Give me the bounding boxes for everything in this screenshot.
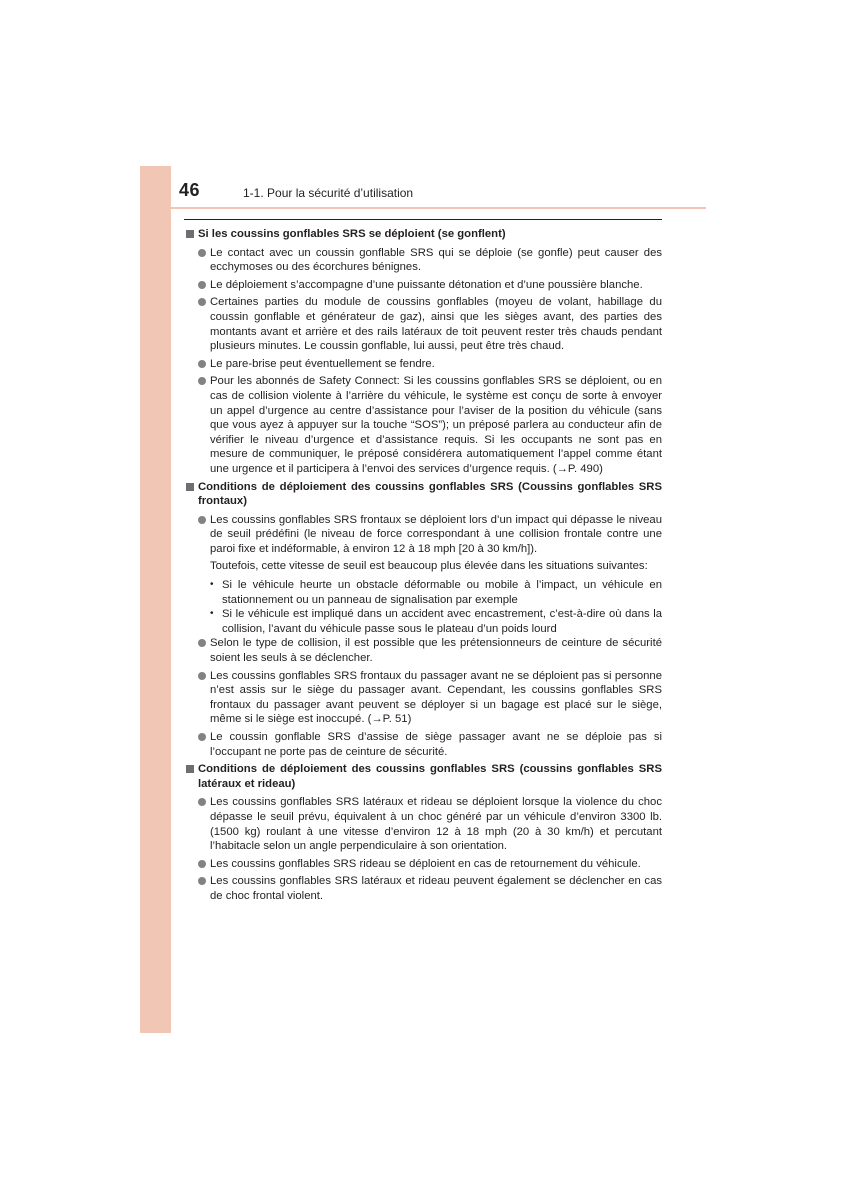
list-item: Le coussin gonflable SRS d’assise de siège passager avant ne se déploie pas si l’occupant ne porte pas de ceinture de sécurité.: [184, 730, 662, 759]
list-item: Certaines parties du module de coussins gonflables (moyeu de volant, habillage du coussin gonflable et générateur de gaz), ainsi que les sièges avant, des parties des montants avant et arrière et des rails latéraux de toit peuvent rester très chauds pendant plusieurs minutes. Le coussin gonflable, lui aussi, peut être très chaud.: [184, 295, 662, 353]
page-content: [184, 227, 662, 907]
round-bullet-icon: [198, 639, 206, 647]
list-item: Les coussins gonflables SRS frontaux du passager avant ne se déploient pas si personne n’est assis sur le siège du passager avant. Cependant, les coussins gonflables SRS frontaux du passager avant peuvent se déployer si un bagage est placé sur le siège, même si le siège est inoccupé. (→P. 51): [184, 669, 662, 727]
round-bullet-icon: [198, 860, 206, 868]
list-item: Le pare-brise peut éventuellement se fendre.: [184, 357, 662, 372]
list-item: Le déploiement s’accompagne d’une puissante détonation et d’une poussière blanche.: [184, 278, 662, 293]
round-bullet-icon: [198, 298, 206, 306]
small-dot-icon: •: [210, 608, 214, 620]
list-item: Les coussins gonflables SRS rideau se déploient en cas de retournement du véhicule.: [184, 857, 662, 872]
list-item: Le contact avec un coussin gonflable SRS qui se déploie (se gonfle) peut causer des ecchymoses ou des écorchures bénignes.: [184, 246, 662, 275]
round-bullet-icon: [198, 733, 206, 741]
sub-list-item: • Si le véhicule heurte un obstacle déformable ou mobile à l’impact, un véhicule en stationnement ou un panneau de signalisation par exemple: [210, 579, 662, 606]
small-dot-icon: •: [210, 579, 214, 591]
round-bullet-icon: [198, 360, 206, 368]
square-bullet-icon: [186, 765, 194, 773]
list-item: Les coussins gonflables SRS latéraux et rideau peuvent également se déclencher en cas de choc frontal violent.: [184, 874, 662, 903]
square-bullet-icon: [186, 230, 194, 238]
page-number: 46: [179, 180, 201, 200]
sub-list-item: • Si le véhicule est impliqué dans un accident avec encastrement, c’est-à-dire où dans la collision, l’avant du véhicule passe sous le plateau d’un poids lourd: [210, 608, 662, 635]
square-bullet-icon: [186, 483, 194, 491]
list-item: Selon le type de collision, il est possible que les prétensionneurs de ceinture de sécurité soient les seuls à se déclencher.: [184, 636, 662, 665]
section-title: 1-1. Pour la sécurité d’utilisation: [243, 186, 414, 200]
section-heading: Si les coussins gonflables SRS se déploient (se gonflent): [184, 227, 662, 242]
round-bullet-icon: [198, 249, 206, 257]
round-bullet-icon: [198, 672, 206, 680]
section-heading: Conditions de déploiement des coussins gonflables SRS (Coussins gonflables SRS frontaux): [184, 480, 662, 509]
round-bullet-icon: [198, 516, 206, 524]
paragraph: Toutefois, cette vitesse de seuil est beaucoup plus élevée dans les situations suivantes:: [210, 560, 648, 573]
list-item: Les coussins gonflables SRS frontaux se déploient lors d’un impact qui dépasse le niveau de seuil prédéfini (le niveau de force correspondant à une collision frontale contre une paroi fixe et indéformable, à environ 12 à 18 mph [20 à 30 km/h]).: [184, 513, 662, 557]
header-rule: [184, 219, 662, 220]
header-accent-line: [171, 207, 706, 209]
section-heading: Conditions de déploiement des coussins gonflables SRS (coussins gonflables SRS latéraux et rideau): [184, 762, 662, 791]
round-bullet-icon: [198, 877, 206, 885]
round-bullet-icon: [198, 281, 206, 289]
chapter-side-tab: [140, 166, 171, 1033]
list-item: Pour les abonnés de Safety Connect: Si les coussins gonflables SRS se déploient, ou en cas de collision violente à l’arrière du véhicule, le système est conçu de sorte à envoyer un appel d’urgence au centre d’assistance pour l’aviser de la position du véhicule (sans que vous ayez à appuyer sur la touche “SOS”); un préposé parlera au conducteur afin de vérifier le niveau d’urgence et d’assistance requis. Si les occupants ne sont pas en mesure de communiquer, le préposé considérera automatiquement l’appel comme étant une urgence et il participera à l’envoi des services d’urgence requis. (→P. 490): [184, 374, 662, 476]
round-bullet-icon: [198, 377, 206, 385]
round-bullet-icon: [198, 798, 206, 806]
list-item: Les coussins gonflables SRS latéraux et rideau se déploient lorsque la violence du choc dépasse le seuil prévu, équivalent à un choc généré par un véhicule d’environ 3300 lb. (1500 kg) roulant à une vitesse d’environ 12 à 18 mph (20 à 30 km/h) et percutant l’habitacle selon un angle perpendiculaire à son orientation.: [184, 795, 662, 853]
